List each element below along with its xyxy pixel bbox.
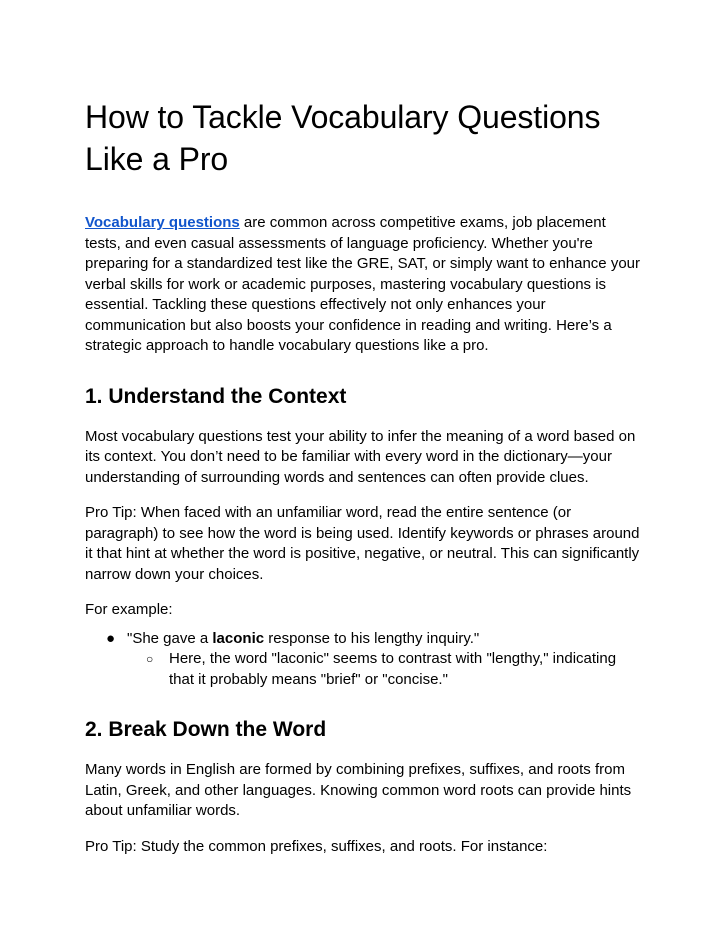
bullet-icon: ● — [106, 629, 116, 647]
list-item — [85, 629, 645, 691]
example-list — [85, 629, 645, 691]
section-2-pro-tip: Pro Tip: Study the common prefixes, suffixes, and roots. For instance: — [85, 837, 548, 855]
hollow-bullet-icon: ○ — [146, 652, 154, 666]
list-item — [127, 649, 645, 690]
section-1-heading: 1. Understand the Context — [85, 384, 347, 408]
section-1-example-label: For example: — [85, 601, 173, 618]
document-page — [85, 96, 645, 872]
vocabulary-questions-link[interactable]: Vocabulary questions — [85, 214, 240, 231]
section-2-paragraph-1: Many words in English are formed by combining prefixes, suffixes, and roots from Latin, Greek, and other languages. Knowing common word roots can provide hints about unfamiliar words. — [85, 761, 632, 819]
example-sentence-end: response to his lengthy inquiry." — [264, 629, 480, 647]
example-keyword: laconic — [212, 629, 265, 647]
section-1-pro-tip: Pro Tip: When faced with an unfamiliar word, read the entire sentence (or paragraph) to see how the word is being used. Identify keywords or phrases around it that hint at whether the word is positive, negative, or neutral. This can significantly narrow down your choices. — [85, 504, 640, 583]
intro-paragraph — [85, 213, 645, 357]
section-2-heading: 2. Break Down the Word — [85, 718, 327, 741]
section-1-paragraph-1: Most vocabulary questions test your ability to infer the meaning of a word based on its context. You don’t need to be familiar with every word in the dictionary—your understanding of surrounding words and sentences can often provide clues. — [85, 427, 636, 486]
intro-text: are common across competitive exams, job placement tests, and even casual assessments of language proficiency. Whether you're preparing for a standardized test like the GRE, SAT, or simply want to enhance your verbal skills for work or academic purposes, mastering vocabulary questions is essential. Tackling these questions effectively not only enhances your communication but also boosts your confidence in reading and writing. Here’s a strategic approach to handle vocabulary questions like a pro. — [85, 214, 640, 354]
example-explanation: Here, the word "laconic" seems to contrast with "lengthy," indicating that it probably means "brief" or "concise." — [169, 650, 617, 688]
page-title: How to Tackle Vocabulary Questions Like a Pro — [85, 99, 601, 177]
example-sublist — [127, 649, 645, 690]
example-sentence-start: "She gave a — [127, 629, 213, 647]
